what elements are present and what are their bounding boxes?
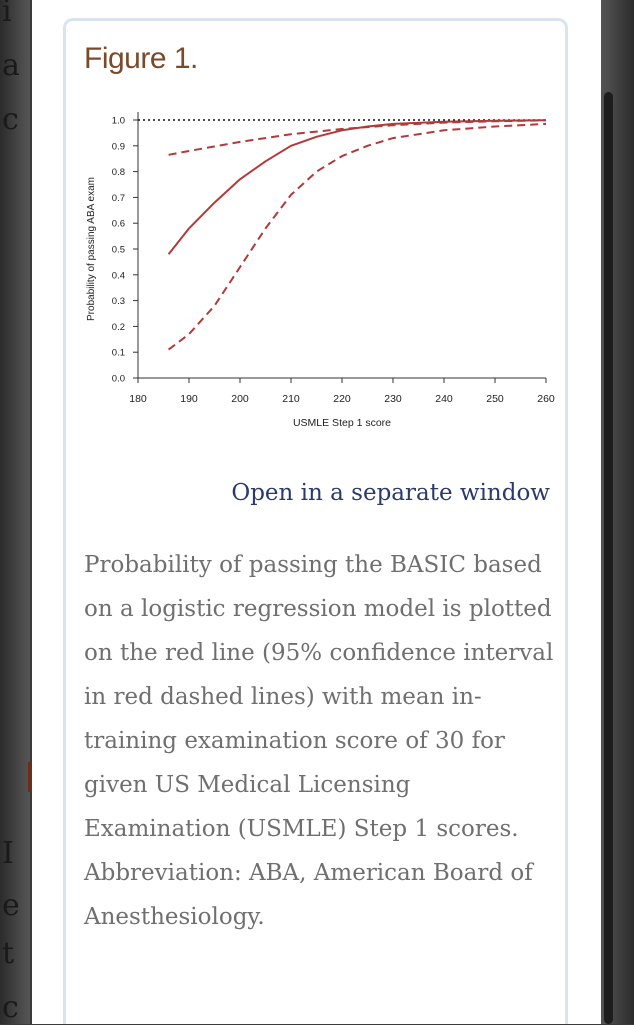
x-tick-label: 210 xyxy=(282,393,300,405)
open-in-separate-window-link[interactable]: Open in a separate window xyxy=(231,480,550,506)
confidence-bound-line xyxy=(169,124,546,350)
x-tick-label: 230 xyxy=(384,393,402,405)
x-tick-label: 200 xyxy=(231,393,249,405)
background-text: c xyxy=(2,102,19,137)
x-tick-label: 180 xyxy=(129,393,147,405)
y-tick-label: 0.7 xyxy=(111,192,125,204)
y-tick-label: 0.0 xyxy=(111,373,125,385)
x-axis-label: USMLE Step 1 score xyxy=(292,417,392,429)
background-text: t xyxy=(2,936,15,971)
figure-chart xyxy=(82,98,555,443)
background-text: e xyxy=(2,888,20,923)
background-text: i xyxy=(2,0,12,29)
x-tick-label: 250 xyxy=(486,393,504,405)
x-tick-label: 190 xyxy=(180,393,198,405)
background-text: a xyxy=(2,48,20,83)
y-tick-label: 0.9 xyxy=(111,141,125,153)
y-tick-label: 0.8 xyxy=(111,167,125,179)
x-tick-label: 260 xyxy=(537,393,555,405)
y-tick-label: 0.6 xyxy=(111,218,125,230)
scrollbar[interactable] xyxy=(604,92,613,1024)
y-tick-label: 0.3 xyxy=(111,296,125,308)
y-tick-label: 0.4 xyxy=(111,270,125,282)
background-text: I xyxy=(2,836,14,871)
figure-caption: Probability of passing the BASIC based on a logistic regression model is plotted on the red line (95% confidence interval in red dashed lines) with mean in-training examination score of 30 for given US Medical Licensing Examination (USMLE) Step 1 scores. Abbreviation: ABA, American Board of Anesthesiology. xyxy=(84,552,554,930)
x-tick-label: 240 xyxy=(435,393,453,405)
y-tick-label: 0.5 xyxy=(111,244,125,256)
chart-svg xyxy=(82,98,555,443)
y-tick-label: 0.2 xyxy=(111,321,125,333)
background-text: c xyxy=(2,990,19,1025)
x-tick-label: 220 xyxy=(333,393,351,405)
figure-label: Figure 1. xyxy=(84,42,198,75)
probability-curve xyxy=(169,120,546,254)
y-tick-label: 1.0 xyxy=(111,115,125,127)
y-tick-label: 0.1 xyxy=(111,347,125,359)
y-axis-label: Probability of passing ABA exam xyxy=(86,177,97,321)
